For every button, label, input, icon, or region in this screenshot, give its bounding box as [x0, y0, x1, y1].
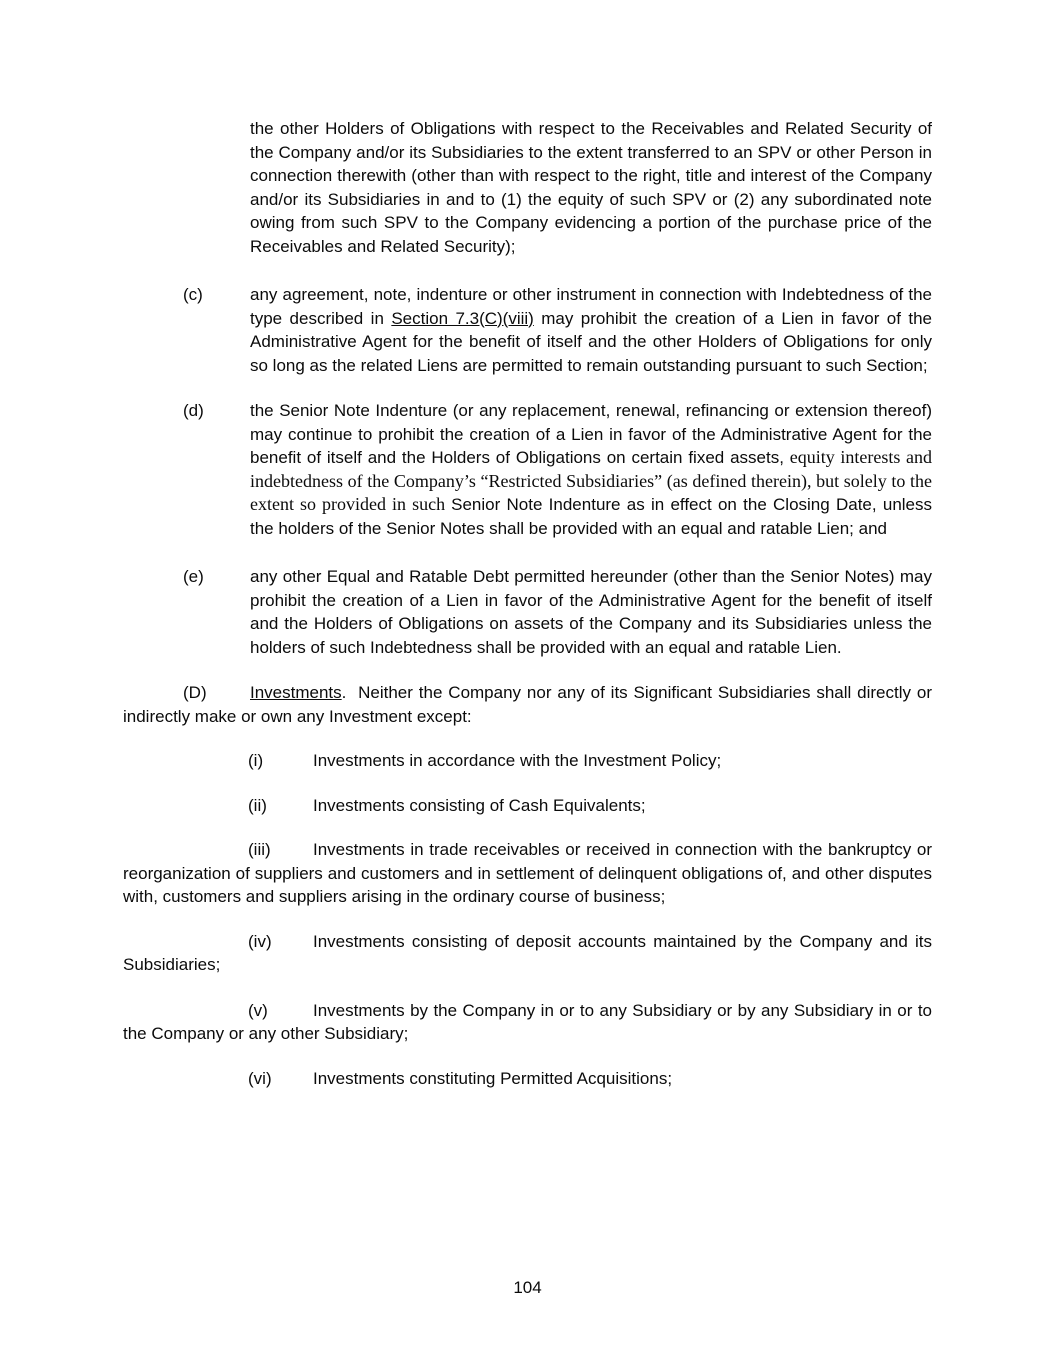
roman-item-iii	[123, 838, 932, 909]
clause-e-label: (e)	[183, 567, 204, 586]
page-content	[123, 117, 932, 1090]
roman-item-iv	[123, 930, 932, 977]
roman-item-iii-label: (iii)	[248, 840, 271, 859]
roman-item-i-text: Investments in accordance with the Investment Policy;	[313, 751, 722, 770]
clause-c-text-pre: any agreement, note, indenture or other instrument in connection with Indebtedness of the type described in	[250, 285, 932, 328]
clause-d-label: (d)	[183, 401, 204, 420]
clause-d-text-sans2: Senior Note Indenture as in effect on the Closing Date, unless the holders of the Senior Notes shall be provided with an equal and ratable Lien; and	[250, 495, 932, 538]
roman-item-v	[123, 999, 932, 1046]
roman-item-vi	[123, 1067, 932, 1091]
page-number: 104	[513, 1278, 542, 1297]
roman-item-vi-label: (vi)	[248, 1068, 272, 1088]
paragraph-D-heading: Investments	[250, 683, 342, 702]
clause-c	[123, 283, 932, 377]
clause-d-text-serif: equity interests and indebtedness of the Company’s “Restricted Subsidiaries” (as defined therein), but solely to the extent so provided in such	[250, 447, 933, 514]
roman-item-i	[123, 749, 932, 773]
clause-d-text-sans1: the Senior Note Indenture (or any replacement, renewal, refinancing or extension thereof) may continue to prohibit the creation of a Lien in favor of the Administrative Agent for the benefit of itself and the Holders of Obligations on certain fixed assets,	[250, 401, 932, 467]
roman-item-v-label: (v)	[248, 1000, 268, 1020]
clause-e-text: any other Equal and Ratable Debt permitted hereunder (other than the Senior Notes) may prohibit the creation of a Lien in favor of the Administrative Agent for the benefit of itself and the Holders of Obligations on assets of the Company and its Subsidiaries unless the holders of such Indebtedness shall be provided with an equal and ratable Lien.	[250, 567, 932, 657]
roman-item-v-text: Investments by the Company in or to any Subsidiary or by any Subsidiary in or to the Company or any other Subsidiary;	[123, 1000, 932, 1043]
roman-item-ii-label: (ii)	[248, 795, 267, 815]
roman-item-vi-text: Investments constituting Permitted Acquisitions;	[313, 1068, 673, 1088]
roman-item-i-label: (i)	[248, 751, 264, 770]
roman-item-iv-label: (iv)	[248, 931, 272, 951]
continuation-paragraph: the other Holders of Obligations with respect to the Receivables and Related Security of the Company and/or its Subsidiaries to the extent transferred to an SPV or other Person in connection therewith (other than with respect to the right, title and interest of the Company and/or its Subsidiaries in and to (1) the equity of such SPV or (2) any subordinated note owing from such SPV to the Company evidencing a portion of the purchase price of the Receivables and Related Security);	[250, 119, 932, 256]
clause-c-label: (c)	[183, 285, 203, 304]
clause-e	[123, 565, 932, 659]
roman-item-ii-text: Investments consisting of Cash Equivalents;	[313, 795, 646, 815]
section-reference: Section 7.3(C)(viii)	[391, 308, 534, 328]
clause-c-text-post: may prohibit the creation of a Lien in favor of the Administrative Agent for the benefit of itself and the other Holders of Obligations for only so long as the related Liens are permitted to remain outstanding pursuant to such Section;	[250, 308, 933, 375]
roman-item-iv-text: Investments consisting of deposit accounts maintained by the Company and its Subsidiaries;	[123, 931, 932, 974]
roman-item-ii	[123, 794, 932, 818]
paragraph-D-investments	[123, 681, 932, 728]
clause-d	[123, 399, 932, 540]
roman-item-iii-text: Investments in trade receivables or received in connection with the bankruptcy or reorganization of suppliers and customers and in settlement of delinquent obligations of, and other disputes with, customers and suppliers arising in the ordinary course of business;	[123, 840, 932, 906]
paragraph-D-label: (D)	[183, 683, 207, 702]
paragraph-D-text: . Neither the Company nor any of its Significant Subsidiaries shall directly or indirectly make or own any Investment except:	[123, 683, 932, 726]
